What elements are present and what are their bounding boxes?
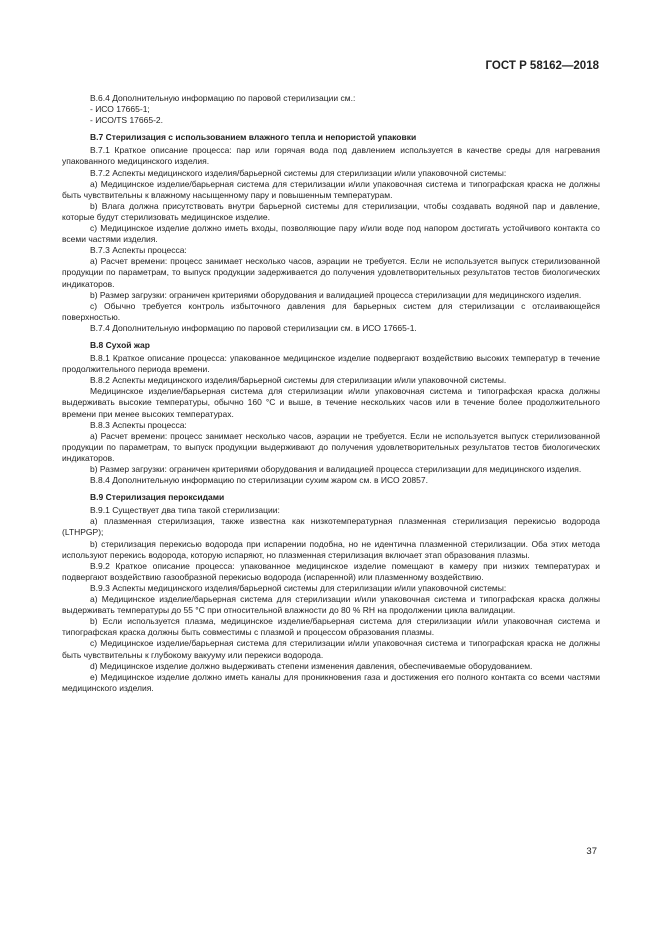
paragraph: e) Медицинское изделие должно иметь каналы для проникновения газа и достижения его полного контакта со всеми частями медицинского изделия. bbox=[62, 671, 600, 693]
section-heading-b7: В.7 Стерилизация с использованием влажного тепла и непористой упаковки bbox=[90, 132, 417, 143]
paragraph: В.7.2 Аспекты медицинского изделия/барьерной системы для стерилизации и/или упаковочной системы: bbox=[90, 167, 507, 178]
list-item: - ИСО/TS 17665-2. bbox=[90, 115, 164, 126]
document-header: ГОСТ Р 58162—2018 bbox=[485, 60, 599, 72]
paragraph: b) Размер загрузки: ограничен критериями оборудования и валидацией процесса стерилизации для медицинского изделия. bbox=[90, 289, 582, 300]
list-item: - ИСО 17665-1; bbox=[90, 104, 150, 115]
paragraph: a) Медицинское изделие/барьерная система для стерилизации и/или упаковочная система и типографская краска не должны быть чувствительны к влажному насыщенному пару и повышенным температурам. bbox=[62, 178, 600, 200]
paragraph: d) Медицинское изделие должно выдерживать степени изменения давления, обеспечиваемые оборудованием. bbox=[90, 660, 533, 671]
paragraph: b) Размер загрузки: ограничен критериями оборудования и валидацией процесса стерилизации для медицинского изделия. bbox=[90, 464, 582, 474]
paragraph: В.8.1 Краткое описание процесса: упакованное медицинское изделие подвергают воздействию высоких температур в течение продолжительного периода времени. bbox=[62, 353, 600, 375]
paragraph: В.6.4 Дополнительную информацию по паровой стерилизации см.: bbox=[90, 93, 356, 103]
paragraph: a) плазменная стерилизация, также известна как низкотемпературная плазменная стерилизация перекисью водорода (LTHPGP); bbox=[62, 516, 600, 538]
paragraph: a) Расчет времени: процесс занимает несколько часов, аэрации не требуется. Если не используется выпуск стерилизованной продукции по параметрам, то выпуск продукции задерживается до получения удовлетворительных результатов тестов биологических индикаторов. bbox=[62, 256, 600, 289]
paragraph: В.9.3 Аспекты медицинского изделия/барьерной системы для стерилизации и/или упаковочной системы: bbox=[90, 582, 507, 593]
paragraph: В.7.3 Аспекты процесса: bbox=[90, 245, 187, 256]
paragraph: b) Влага должна присутствовать внутри барьерной системы для стерилизации, чтобы создавать водяной пар и давление, которые будут стерилизовать медицинское изделие. bbox=[62, 200, 600, 222]
paragraph: В.7.4 Дополнительную информацию по паровой стерилизации см. в ИСО 17665-1. bbox=[90, 322, 417, 333]
paragraph: В.8.3 Аспекты процесса: bbox=[90, 419, 187, 430]
paragraph: c) Обычно требуется контроль избыточного давления для барьерных систем для стерилизации с отслаивающейся поверхностью. bbox=[62, 300, 600, 322]
paragraph: b) стерилизация перекисью водорода при испарении подобна, но не идентична плазменной стерилизации. Оба этих метода используют перекись водорода, которую испаряют, но плазменная стерилизация включает этап образования плазмы. bbox=[62, 538, 600, 560]
paragraph: c) Медицинское изделие должно иметь входы, позволяющие пару и/или воде под напором достигать устойчивого контакта со всеми частями изделия. bbox=[62, 223, 600, 245]
paragraph: c) Медицинское изделие/барьерная система для стерилизации и/или упаковочная система и типографская краска не должны быть чувствительны к глубокому вакууму или перекиси водорода. bbox=[62, 638, 600, 660]
paragraph: В.9.2 Краткое описание процесса: упакованное медицинское изделие помещают в камеру при низких температурах и подвергают воздействию газообразной перекисью водорода (испаренной) или плазменному воздействию. bbox=[62, 560, 600, 582]
section-heading-b8: В.8 Сухой жар bbox=[90, 339, 150, 350]
paragraph: Медицинское изделие/барьерная система для стерилизации и/или упаковочная система и типографская краска должны выдерживать высокие температуры, обычно 160 °С и выше, в течение нескольких часов или в течение более продолжительного времени при менее высоких температурах. bbox=[62, 386, 600, 419]
section-heading-b9: В.9 Стерилизация пероксидами bbox=[90, 492, 225, 503]
paragraph: В.7.1 Краткое описание процесса: пар или горячая вода под давлением используется в качестве среды для нагревания упакованного медицинского изделия. bbox=[62, 145, 600, 167]
document-body bbox=[62, 93, 600, 694]
page-number: 37 bbox=[586, 846, 597, 857]
paragraph: В.8.2 Аспекты медицинского изделия/барьерной системы для стерилизации и/или упаковочной системы. bbox=[90, 375, 507, 386]
paragraph: a) Расчет времени: процесс занимает несколько часов, аэрации не требуется. Если не используется выпуск стерилизованной продукции по параметрам, то выпуск продукции выдерживают до получения удовлетворительных результатов тестов биологических индикаторов. bbox=[62, 430, 600, 463]
paragraph: a) Медицинское изделие/барьерная система для стерилизации и/или упаковочная система и типографская краска должны выдерживать температуры до 55 °С при относительной влажности до 80 % RH на продолжении цикла валидации. bbox=[62, 594, 600, 616]
paragraph: b) Если используется плазма, медицинское изделие/барьерная система для стерилизации и/или упаковочная система и типографская краска должны быть совместимы с плазмой и процессом образования плазмы. bbox=[62, 616, 600, 638]
paragraph: В.8.4 Дополнительную информацию по стерилизации сухим жаром см. в ИСО 20857. bbox=[90, 475, 428, 486]
paragraph: В.9.1 Существует два типа такой стерилизации: bbox=[90, 505, 280, 516]
